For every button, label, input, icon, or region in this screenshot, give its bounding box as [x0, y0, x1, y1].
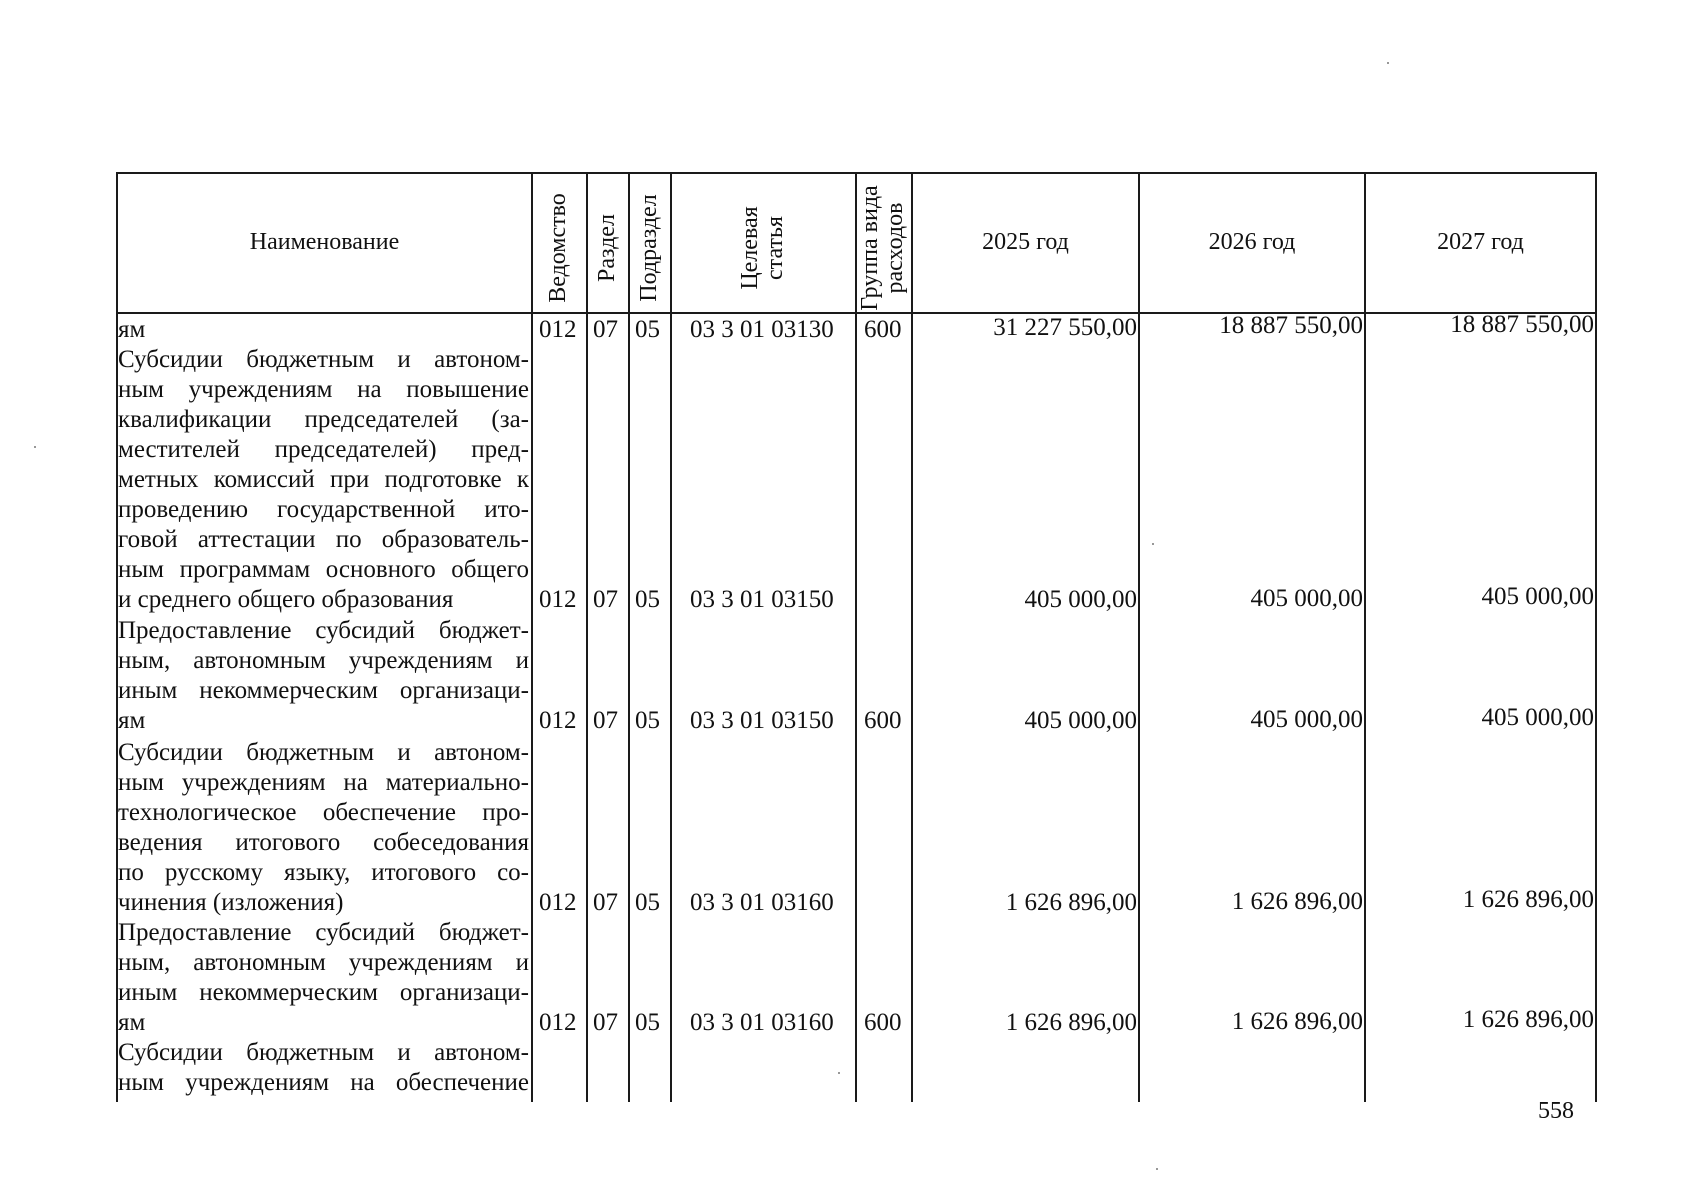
cell-podrazdel: 05 — [635, 316, 660, 343]
header-name: Наименование — [249, 229, 400, 256]
cell-podrazdel: 05 — [635, 889, 660, 916]
cell-vedomstvo: 012 — [539, 316, 577, 343]
cell-celevaya: 03 3 01 03160 — [690, 889, 834, 916]
cell-celevaya: 03 3 01 03160 — [690, 1009, 834, 1036]
cell-razdel: 07 — [593, 586, 618, 613]
cell-2027: 405 000,00 — [1481, 583, 1594, 610]
cell-podrazdel: 05 — [635, 707, 660, 734]
cell-podrazdel: 05 — [635, 586, 660, 613]
cell-2025: 1 626 896,00 — [1005, 1009, 1137, 1036]
cell-razdel: 07 — [593, 707, 618, 734]
header-2027: 2027 год — [1437, 229, 1524, 256]
cell-2025: 405 000,00 — [1024, 707, 1137, 734]
page-number: 558 — [1538, 1098, 1574, 1124]
scan-speck — [1152, 543, 1154, 545]
header-vedomstvo: Ведомство — [545, 193, 572, 303]
cell-vedomstvo: 012 — [539, 889, 577, 916]
header-2026: 2026 год — [1208, 229, 1296, 256]
cell-celevaya: 03 3 01 03150 — [690, 707, 834, 734]
header-podrazdel: Подраздел — [636, 194, 663, 302]
cell-razdel: 07 — [593, 316, 618, 343]
header-celevaya-statya: Целевая статья — [736, 206, 788, 290]
cell-2025: 31 227 550,00 — [993, 314, 1137, 341]
scan-speck — [838, 1072, 840, 1074]
cell-2025: 405 000,00 — [1024, 586, 1137, 613]
cell-2027: 405 000,00 — [1481, 704, 1594, 731]
row-name: Предоставление субсидий бюджет- ным, автономным учреждениям и иным некоммерческим организаци- ям — [118, 617, 529, 734]
cell-2027: 18 887 550,00 — [1450, 311, 1594, 338]
cell-razdel: 07 — [593, 889, 618, 916]
cell-celevaya: 03 3 01 03150 — [690, 586, 834, 613]
cell-2026: 18 887 550,00 — [1219, 312, 1363, 339]
cell-vedomstvo: 012 — [539, 586, 577, 613]
cell-2026: 1 626 896,00 — [1231, 1008, 1363, 1035]
cell-gruppa: 600 — [864, 1009, 902, 1036]
header-razdel: Раздел — [594, 214, 621, 282]
cell-gruppa: 600 — [864, 316, 902, 343]
cell-2027: 1 626 896,00 — [1462, 886, 1594, 913]
scan-speck — [1387, 62, 1389, 64]
row-name: Субсидии бюджетным и автоном- ным учреждениям на обеспечение — [118, 1039, 529, 1096]
scan-speck — [1156, 1168, 1158, 1170]
cell-celevaya: 03 3 01 03130 — [690, 316, 834, 343]
cell-2025: 1 626 896,00 — [1005, 889, 1137, 916]
scan-speck — [34, 446, 36, 448]
row-name: ям — [118, 316, 146, 343]
cell-gruppa: 600 — [864, 707, 902, 734]
row-name: Субсидии бюджетным и автоном- ным учреждениям на материально- технологическое обеспечение про- ведения итогового собеседования по русскому языку, итогового со- чинения (изложения) — [118, 739, 529, 916]
row-name: Предоставление субсидий бюджет- ным, автономным учреждениям и иным некоммерческим организаци- ям — [118, 919, 529, 1036]
cell-vedomstvo: 012 — [539, 1009, 577, 1036]
cell-podrazdel: 05 — [635, 1009, 660, 1036]
cell-2027: 1 626 896,00 — [1462, 1006, 1594, 1033]
cell-2026: 405 000,00 — [1250, 585, 1363, 612]
cell-vedomstvo: 012 — [539, 707, 577, 734]
row-name: Субсидии бюджетным и автоном- ным учреждениям на повышение квалификации председателей (за- местителей председателей) пред- метных комиссий при подготовке к проведению государственной ито- говой аттестации по образователь- ным программам основного общего и среднего общего образования — [118, 346, 529, 613]
cell-2026: 1 626 896,00 — [1231, 888, 1363, 915]
cell-razdel: 07 — [593, 1009, 618, 1036]
header-gruppa-vida-rashodov: Группа вида расходов — [856, 185, 908, 311]
header-2025: 2025 год — [982, 229, 1069, 256]
cell-2026: 405 000,00 — [1250, 706, 1363, 733]
